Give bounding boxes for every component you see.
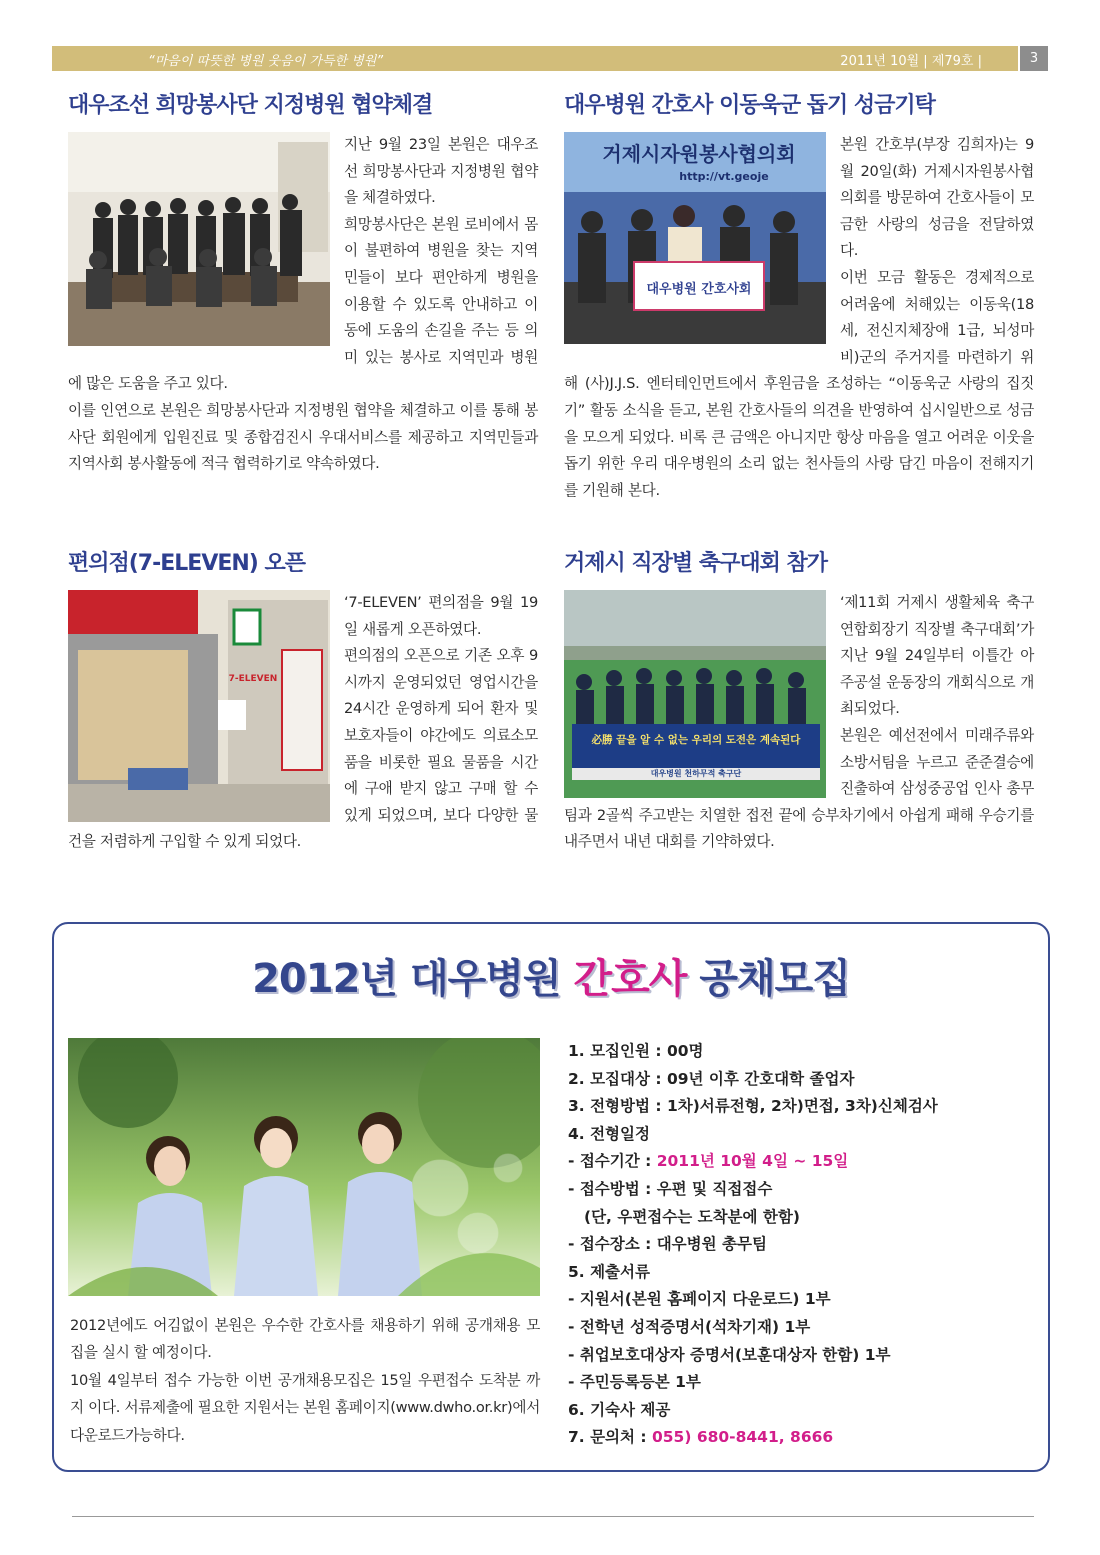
photo-banner-text: 거제시자원봉사협의회 — [602, 142, 796, 166]
article-title: 대우병원 간호사 이동욱군 돕기 성금기탁 — [564, 93, 935, 118]
photo-banner-url: http://vt.geoje — [679, 170, 769, 183]
detail-row: - 접수방법 : 우편 및 직접접수 — [568, 1179, 773, 1198]
issue-info: 2011년 10월 | 제79호 | — [840, 54, 982, 69]
detail-row: 1. 모집인원 : 00명 — [568, 1042, 704, 1060]
recruitment-details — [568, 1038, 1038, 1452]
group-photo — [68, 132, 330, 346]
detail-row: - 전학년 성적증명서(석차기재) 1부 — [568, 1317, 811, 1336]
period-value: 2011년 10월 4일 ~ 15일 — [656, 1152, 849, 1171]
detail-row: 2. 모집대상 : 09년 이후 간호대학 졸업자 — [568, 1069, 855, 1088]
title-part: 공채모집 — [686, 956, 850, 1002]
article-store — [68, 546, 538, 856]
article-paragraph: 이를 인연으로 본원은 희망봉사단과 지정병원 협약을 체결하고 이를 통해 봉사단 회원에게 입원진료 및 종합검진시 우대서비스를 제공하고 지역민들과 지역사회 봉사활동에 적극 협력하기로 약속하였다. — [68, 401, 538, 473]
article-paragraph: 본원 간호부(부장 김희자)는 9월 20일(화) 거제시자원봉사협의회를 방문하여 간호사들이 모금한 사랑의 성금을 전달하였다. — [840, 136, 1034, 260]
recruitment-box — [52, 922, 1050, 1472]
detail-row: 6. 기숙사 제공 — [568, 1400, 671, 1419]
detail-row: 5. 제출서류 — [568, 1262, 650, 1281]
article-paragraph: 지난 9월 23일 본원은 대우조선 희망봉사단과 지정병원 협약을 체결하였다. — [344, 136, 538, 207]
article-title: 편의점(7-ELEVEN) 오픈 — [68, 551, 306, 576]
soccer-team-photo — [564, 590, 826, 798]
title-accent: 간호사 — [573, 956, 687, 1002]
header-bar — [52, 46, 1018, 71]
photo-sign-text: 대우병원 간호사회 — [646, 282, 752, 297]
nurses-photo — [68, 1038, 540, 1296]
title-part: 2012년 대우병원 — [252, 956, 574, 1002]
article-paragraph: 이번 모금 활동은 경제적으로 어려움에 처해있는 이동욱(18세, 전신지체장애 1급, 뇌성마비)군의 주거지를 마련하기 위해 (사)J.J.S. 엔터테인먼트에서 후원금을 조성하는 “이동욱군 사랑의 집짓기” 활동 소식을 듣고, 본원 간호사들의 의견을 반영하여 십시일반으로 성금을 모으게 되었다. 비록 큰 금액은 아니지만 항상 마음을 열고 어려운 이웃을 돕기 위한 우리 대우병원의 소리 없는 천사들의 사랑 담긴 마음이 전해지기를 기원해 본다. — [564, 268, 1034, 499]
detail-row: 3. 전형방법 : 1차)서류전형, 2차)면접, 3차)신체검사 — [568, 1097, 938, 1116]
soccer-banner-sub: 대우병원 천하무적 축구단 — [650, 769, 742, 778]
article-donation — [564, 88, 1034, 504]
article-paragraph: 본원은 예선전에서 미래주류와 소방서팀을 누르고 준준결승에 진출하여 삼성중공업 인사 총무팀과 2골씩 주고받는 치열한 접전 끝에 승부차기에서 아쉽게 패해 우승기를 내주면서 내년 대회를 기약하였다. — [564, 726, 1034, 851]
article-paragraph: ‘제11회 거제시 생활체육 축구연합회장기 직장별 축구대회’가 지난 9월 24일부터 이틀간 아주공설 운동장의 개회식으로 개최되었다. — [840, 594, 1034, 718]
article-paragraph: 희망봉사단은 본원 로비에서 몸이 불편하여 병원을 찾는 지역민들이 보다 편안하게 병원을 이용할 수 있도록 안내하고 이동에 도움의 손길을 주는 등 의미 있는 봉사로 지역민과 병원에 많은 도움을 주고 있다. — [68, 215, 538, 393]
recruitment-title — [54, 947, 1048, 1004]
recruitment-paragraph: 2012년에도 어김없이 본원은 우수한 간호사를 채용하기 위해 공개채용 모집을 실시 할 예정이다. — [70, 1317, 540, 1362]
detail-row-period — [568, 1148, 1038, 1176]
footer-divider — [72, 1516, 1034, 1517]
detail-row: - 주민등록등본 1부 — [568, 1373, 701, 1392]
detail-row: - 지원서(본원 홈페이지 다운로드) 1부 — [568, 1290, 831, 1309]
article-paragraph: 편의점의 오픈으로 기존 오후 9시까지 운영되었던 영업시간을 24시간 운영하게 되어 환자 및 보호자들이 야간에도 의료소모품을 비롯한 필요 물품을 시간에 구애 받지 않고 구매 할 수 있게 되었으며, 보다 다양한 물건을 저렴하게 구입할 수 있게 되었다. — [68, 647, 538, 851]
detail-row: - 취업보호대상자 증명서(보훈대상자 한함) 1부 — [568, 1345, 891, 1364]
contact-label: 7. 문의처 : — [568, 1428, 652, 1447]
detail-row: - 접수장소 : 대우병원 총무팀 — [568, 1235, 767, 1254]
soccer-banner-text: 必勝 끝을 알 수 없는 우리의 도전은 계속된다 — [591, 734, 801, 746]
article-soccer — [564, 546, 1034, 856]
header-slogan: “마음이 따뜻한 병원 웃음이 가득한 병원” — [148, 54, 384, 69]
article-paragraph: ‘7-ELEVEN’ 편의점을 9월 19일 새롭게 오픈하였다. — [344, 594, 538, 638]
article-agreement — [68, 88, 538, 478]
donation-photo — [564, 132, 826, 344]
period-label: - 접수기간 : — [568, 1152, 657, 1171]
store-photo — [68, 590, 330, 822]
contact-value: 055) 680-8441, 8666 — [651, 1428, 834, 1447]
detail-row: 4. 전형일정 — [568, 1124, 650, 1143]
article-title: 대우조선 희망봉사단 지정병원 협약체결 — [68, 93, 433, 118]
article-title: 거제시 직장별 축구대회 참가 — [564, 551, 828, 576]
detail-row: (단, 우편접수는 도착분에 한함) — [584, 1207, 800, 1226]
store-sign-text: 7-ELEVEN — [228, 674, 278, 684]
recruitment-paragraph: 10월 4일부터 접수 가능한 이번 공개채용모집은 15일 우편접수 도착분 까지 이다. 서류제출에 필요한 지원서는 본원 홈페이지(www.dwho.or.kr)에서 다운로드가능하다. — [70, 1371, 540, 1444]
recruitment-description — [70, 1312, 540, 1449]
detail-row-contact — [568, 1424, 1038, 1452]
page-number: 3 — [1020, 46, 1048, 71]
